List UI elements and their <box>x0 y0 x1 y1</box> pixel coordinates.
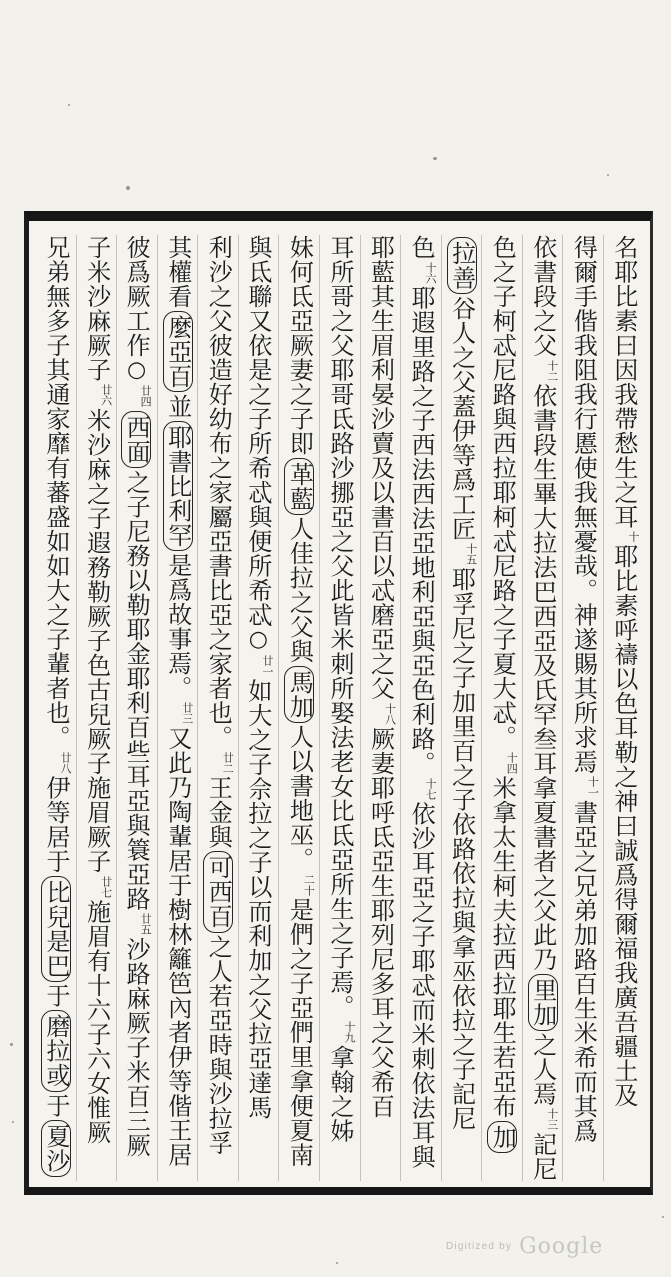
paper-speck <box>68 104 70 106</box>
text-run: 其權看 <box>163 235 192 309</box>
google-logo: Google <box>519 1234 604 1259</box>
proper-noun-circle: 革藍 <box>284 458 314 515</box>
text-run: 沙路麻厥子米百三厥 <box>122 937 151 1158</box>
paper-speck <box>10 1043 13 1046</box>
text-run: 色 <box>407 235 436 260</box>
verse-number-annotation: 廿八 <box>59 751 72 774</box>
text-run: 與氐聯又依是之子所希忒與便所希忒 <box>243 235 272 627</box>
text-run: 子米沙麻厥子 <box>82 235 111 382</box>
text-frame <box>24 211 653 1195</box>
text-run: 之子尼務以勒耶金耶利百些耳亞與簑亞路 <box>122 470 151 911</box>
proper-noun-circle: 耶書比利罕 <box>163 421 193 552</box>
text-run: 之人若亞時與沙拉孚 <box>204 934 233 1155</box>
text-run: 耶藍其生眉利晏沙賣及以書百以忒磨亞之父 <box>366 235 395 701</box>
text-run: 又此乃陶輩居于樹林籬笆內者伊等偕王居 <box>163 726 192 1167</box>
text-run: 伊等居于 <box>42 775 70 874</box>
text-column <box>319 235 359 1181</box>
text-run: 耶孚尼之子加里百之子依路依拉與拿巫依拉之子記尼 <box>447 567 476 1131</box>
paper-speck <box>336 1262 338 1264</box>
paper-speck <box>126 186 130 190</box>
google-watermark <box>446 1234 603 1259</box>
proper-noun-circle: 加 <box>487 1121 517 1154</box>
paper-speck <box>433 157 437 160</box>
text-run: 名耶比素曰因我帶愁生之耳 <box>609 235 638 529</box>
text-column <box>116 235 156 1181</box>
text-run: 厥妻耶呼氐亞生耶列尼多耳之父希百 <box>366 726 395 1119</box>
text-run: 依沙耳亞之子耶忒而米刺依法耳與 <box>407 801 436 1169</box>
verse-number-annotation: 十五 <box>464 543 478 565</box>
text-run: 書亞之兄弟加路百生米希而其爲 <box>569 800 598 1143</box>
proper-noun-circle: 馬加 <box>284 666 314 723</box>
text-run: 谷人之父蓋伊等爲工匠 <box>447 296 476 541</box>
text-run: 依書段生畢大拉法巴西亞及氏罕叁耳拿夏書者之父此乃 <box>528 383 557 972</box>
verse-number-annotation: 十八 <box>383 702 397 725</box>
text-column <box>36 235 75 1181</box>
proper-noun-circle: 拉善 <box>447 237 477 294</box>
text-run: 于 <box>42 1093 70 1118</box>
text-run: 于 <box>42 983 70 1008</box>
text-run: 並 <box>163 394 192 419</box>
text-run: 米拿太生柯夫拉西拉耶生若亞布 <box>488 775 517 1119</box>
text-run: 依書段之父 <box>528 235 557 358</box>
verse-number-annotation: 廿二 <box>221 751 235 774</box>
text-column <box>238 235 278 1181</box>
verse-number-annotation: 廿五 <box>139 913 153 935</box>
section-circle-mark: ○ <box>124 357 150 383</box>
text-column <box>157 235 197 1181</box>
text-column <box>441 235 481 1181</box>
verse-number-annotation: 十六 <box>424 261 438 284</box>
text-column <box>76 235 116 1181</box>
text-run: 如大之子佘拉之子以而利加之父拉亞達馬 <box>243 678 272 1120</box>
paper-speck <box>662 1216 664 1218</box>
text-run: 得爾手偕我阻我行慝使我無憂哉。神遂賜其所求焉 <box>569 235 598 774</box>
text-column <box>360 235 400 1181</box>
verse-number-annotation: 十 <box>626 531 640 542</box>
text-run: 兄弟無多子其通家靡有蕃盛如如大之子輩者也。 <box>42 235 70 750</box>
verse-number-annotation: 十九 <box>342 1021 356 1043</box>
proper-noun-circle: 里加 <box>528 974 558 1031</box>
text-columns <box>29 221 650 1187</box>
text-run: 記尼 <box>528 1132 557 1181</box>
text-run: 之人焉 <box>528 1032 557 1106</box>
text-run: 耶比素呼禱以色耳勒之神曰誠爲得爾福我廣吾疆土及 <box>609 544 638 1108</box>
paper-speck <box>12 1121 14 1123</box>
proper-noun-circle: 麼亞百 <box>163 311 193 393</box>
proper-noun-circle: 磨拉或 <box>41 1010 71 1092</box>
text-column <box>481 235 521 1181</box>
verse-number-annotation: 廿七 <box>99 875 113 898</box>
verse-number-annotation: 廿六 <box>99 384 113 406</box>
verse-number-annotation: 廿三 <box>180 702 194 724</box>
section-circle-mark: ○ <box>245 627 271 653</box>
text-run: 妹何氐亞厥妻之子即 <box>285 235 314 456</box>
proper-noun-circle: 夏沙 <box>41 1120 71 1177</box>
proper-noun-circle: 西面 <box>121 411 151 468</box>
text-column <box>400 235 440 1181</box>
text-run: 是們之子亞們里拿便夏南 <box>285 897 314 1167</box>
verse-number-annotation: 十七 <box>424 777 438 800</box>
text-run: 耳所哥之父耶哥氐路沙挪亞之父此皆米刺所娶法老女比氐亞所生之子焉。 <box>325 235 354 1019</box>
text-column <box>278 235 318 1181</box>
proper-noun-circle: 比兒是巴 <box>41 876 71 982</box>
proper-noun-circle: 可西百 <box>203 851 233 933</box>
text-column <box>603 235 643 1181</box>
verse-number-annotation: 廿四 <box>139 385 153 407</box>
watermark-prefix: Digitized by <box>446 1241 513 1252</box>
text-run: 拿翰之姊 <box>325 1045 354 1143</box>
text-run: 米沙麻之子遐務勒厥子色古兒厥子施眉厥子 <box>82 408 111 874</box>
verse-number-annotation: 廿一 <box>260 654 274 677</box>
paper-speck <box>607 174 609 176</box>
text-column <box>197 235 237 1181</box>
text-run: 利沙之父彼造好幼布之家屬亞書比亞之家者也。 <box>204 235 233 750</box>
text-run: 耶遐里路之子西法西法亞地利亞與亞色利路。 <box>407 285 436 776</box>
text-run: 人佳拉之父與 <box>285 516 314 664</box>
text-column <box>522 235 562 1181</box>
text-run: 施眉有十六子六女惟厥 <box>82 899 111 1145</box>
text-run: 彼爲厥工作 <box>122 235 151 358</box>
verse-number-annotation: 十四 <box>505 751 519 774</box>
text-run: 是爲故事焉。 <box>163 553 192 700</box>
text-run: 王金與 <box>204 775 233 849</box>
text-column <box>562 235 602 1181</box>
text-run: 色之子柯忒尼路與西拉耶柯忒尼路之子夏大忒。 <box>488 235 517 750</box>
verse-number-annotation: 十二 <box>545 359 559 382</box>
verse-number-annotation: 十三 <box>545 1108 559 1130</box>
verse-number-annotation: 十一 <box>586 776 600 798</box>
text-run: 人以書地巫。 <box>285 724 314 872</box>
verse-number-annotation: 二十 <box>302 873 316 896</box>
